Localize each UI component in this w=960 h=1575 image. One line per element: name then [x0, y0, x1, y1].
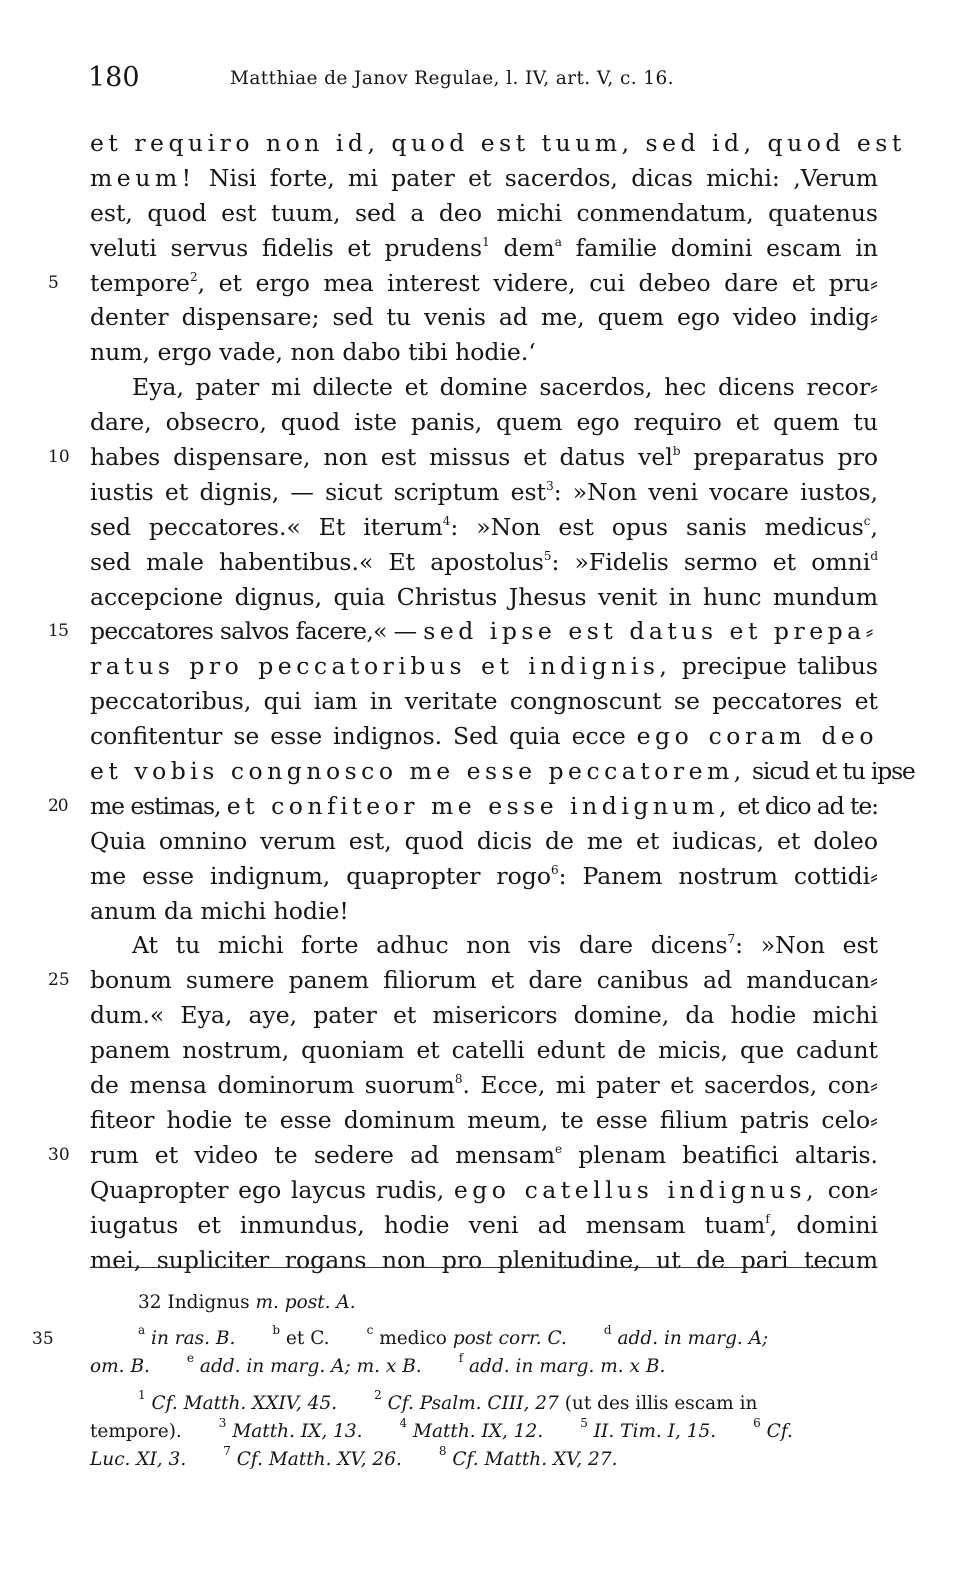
line-text: me estimas,: [90, 791, 227, 820]
footnote-ref: 6: [550, 862, 559, 877]
footnote-ref: 3: [546, 478, 554, 493]
note-text: Matth. IX, 12.: [407, 1421, 544, 1442]
text-line: [90, 510, 878, 545]
line-text: Nisi forte, mi pater et sacerdos, dicas michi: ‚Verum: [195, 163, 878, 192]
text-line: [48, 789, 879, 824]
text-line: [90, 719, 878, 754]
text-line: [90, 370, 878, 405]
line-text: num, ergo vade, non dabo tibi hodie.‘: [90, 338, 536, 367]
line-text: sed peccatores.« Et iterum: [90, 512, 443, 541]
variant-ref: e: [554, 1141, 563, 1156]
line-text: bonum sumere panem filiorum et dare canibus ad manducan⸗: [90, 966, 878, 995]
line-text: accepcione dignus, quia Christus Jhesus venit in hunc mundum: [90, 582, 878, 611]
apparatus-line: [90, 1350, 878, 1381]
text-line: [90, 580, 878, 615]
footnote-ref: 1: [482, 234, 490, 249]
line-text: denter dispensare; sed tu venis ad me, quem ego video indig⸗: [90, 303, 878, 332]
variant-ref: b: [272, 1322, 281, 1337]
spaced-text: et confiteor me esse indignum,: [226, 791, 731, 820]
line-text: sicud et tu ipse: [745, 757, 915, 786]
note-text: add. in marg. A; m. x B.: [194, 1356, 422, 1377]
page-header: [88, 62, 888, 102]
text-line: [90, 161, 878, 196]
text-line: [48, 440, 878, 475]
footnote-ref: 4: [442, 513, 451, 528]
note-text: post corr. C.: [452, 1328, 567, 1349]
footnote-ref: 8: [438, 1443, 447, 1458]
line-text: fiteor hodie te esse dominum meum, te esse filium patris celo⸗: [90, 1105, 878, 1134]
footnote-ref: 6: [753, 1415, 761, 1430]
note-text: Cf. Psalm. CIII, 27: [381, 1393, 559, 1414]
note-text: medico: [373, 1328, 453, 1349]
line-number: 10: [48, 447, 70, 468]
note-text: in ras. B.: [145, 1328, 236, 1349]
footnote-ref: 2: [374, 1387, 382, 1402]
line-text: de mensa dominorum suorum: [90, 1071, 455, 1100]
footnote-ref: 5: [543, 548, 552, 563]
line-number: 20: [48, 795, 68, 816]
line-text: precipue talibus: [671, 652, 878, 681]
variant-ref: e: [186, 1350, 195, 1365]
line-text: habes dispensare, non est missus et datus vel: [90, 443, 673, 472]
note-text: 32 Indignus: [138, 1292, 256, 1313]
line-text: tempore: [90, 268, 190, 297]
spaced-text: ego catellus indignus,: [453, 1175, 819, 1204]
note-text: (ut des illis escam in: [558, 1393, 758, 1414]
variant-ref: f: [458, 1350, 464, 1365]
note-text: Cf.: [760, 1421, 793, 1442]
text-line: [48, 1138, 878, 1173]
apparatus-line: [32, 1322, 878, 1353]
text-line: [90, 824, 878, 859]
line-text: dare, obsecro, quod iste panis, quem ego requiro et quem tu: [90, 408, 878, 437]
line-number: 5: [48, 272, 59, 293]
line-number: 25: [48, 970, 70, 991]
text-line: [90, 649, 878, 684]
line-text: : »Non est: [735, 931, 879, 960]
text-line: [90, 1033, 878, 1068]
note-text: et C.: [280, 1328, 330, 1349]
line-text: dem: [489, 233, 555, 262]
line-text: . Ecce, mi pater et sacerdos, con⸗: [462, 1071, 879, 1100]
variant-ref: d: [870, 548, 879, 563]
text-line: [90, 1208, 878, 1243]
variant-ref: a: [554, 234, 562, 249]
line-text: est, quod est tuum, sed a deo michi conmendatum, quatenus: [90, 198, 878, 227]
line-text: Quia omnino verum est, quod dicis de me et iudicas, et doleo: [90, 826, 878, 855]
note-text: Cf. Matth. XV, 26.: [230, 1449, 402, 1470]
note-text: Cf. Matth. XV, 27.: [446, 1449, 618, 1470]
text-line: [48, 266, 878, 301]
text-line: [90, 1243, 878, 1278]
line-text: confitentur se esse indignos. Sed quia ecce: [90, 722, 637, 751]
line-text: peccatores salvos facere,« —: [90, 617, 424, 646]
text-line: [90, 859, 878, 894]
line-text: Quapropter ego laycus rudis,: [90, 1175, 454, 1204]
text-line: [90, 1103, 878, 1138]
line-text: : »Non est opus sanis medicus: [450, 512, 864, 541]
text-line: [90, 998, 878, 1033]
line-text: , domini: [769, 1210, 878, 1239]
variant-ref: c: [863, 513, 871, 528]
line-text: sed male habentibus.« Et apostolus: [90, 547, 544, 576]
footnote-ref: 4: [399, 1415, 408, 1430]
line-text: , et ergo mea interest videre, cui debeo dare et pru⸗: [197, 268, 878, 297]
footnote-ref: 1: [138, 1387, 146, 1402]
text-line: [90, 300, 878, 335]
note-text: Cf. Matth. XXIV, 45.: [145, 1393, 338, 1414]
line-text: rum et video te sedere ad mensam: [90, 1140, 555, 1169]
line-text: dum.« Eya, aye, pater et misericors domine, da hodie michi: [90, 1001, 878, 1030]
spaced-text: et requiro non id, quod est tuum, sed id, quod est: [90, 129, 906, 157]
line-text: familie domini escam in: [561, 233, 878, 262]
line-number: 35: [32, 1329, 54, 1349]
text-line: [90, 196, 878, 231]
apparatus-line: [90, 1289, 878, 1317]
note-text: Luc. XI, 3.: [90, 1449, 187, 1470]
text-line: [90, 231, 878, 266]
footnote-separator: [90, 1267, 848, 1268]
note-text: add. in marg. m. x B.: [463, 1356, 666, 1377]
note-text: om. B.: [90, 1356, 150, 1377]
line-text: con⸗: [818, 1175, 878, 1204]
text-line: [90, 545, 878, 580]
note-text: add. in marg. A;: [611, 1328, 769, 1349]
note-text: m. post. A.: [255, 1292, 356, 1313]
source-line: [90, 1415, 878, 1446]
variant-ref: c: [366, 1322, 374, 1337]
spaced-text: meum!: [90, 163, 196, 192]
text-line: [90, 335, 878, 370]
line-text: iustis et dignis, — sicut scriptum est: [90, 477, 547, 506]
source-notes: [90, 1387, 878, 1474]
text-line: [90, 1173, 878, 1208]
text-line: [90, 684, 878, 719]
line-text: me esse indignum, quapropter rogo: [90, 861, 551, 890]
line-text: preparatus pro: [680, 443, 878, 472]
source-line: [90, 1443, 878, 1474]
variant-ref: a: [138, 1322, 146, 1337]
line-number: 15: [48, 621, 69, 642]
spaced-text: sed ipse est datus et prepa⸗: [423, 617, 878, 646]
spaced-text: ratus pro peccatoribus et indignis,: [90, 652, 672, 681]
footnote-ref: 8: [454, 1071, 463, 1086]
note-text: tempore).: [90, 1421, 182, 1442]
text-line: [90, 475, 878, 510]
source-line: [90, 1387, 878, 1418]
line-text: anum da michi hodie!: [90, 896, 349, 925]
line-text: plenam beatifici altaris.: [562, 1140, 878, 1169]
note-text: Matth. IX, 13.: [226, 1421, 363, 1442]
line-text: veluti servus fidelis et prudens: [90, 233, 483, 262]
spaced-text: et vobis congnosco me esse peccatorem,: [90, 757, 746, 786]
footnote-ref: 7: [727, 932, 736, 947]
text-line: [48, 963, 878, 998]
text-line: [48, 614, 878, 649]
line-text: et dico ad te:: [730, 791, 879, 820]
note-text: II. Tim. I, 15.: [587, 1421, 717, 1442]
text-line: [90, 126, 906, 161]
line-text: mei, supliciter rogans non pro plenitudine, ut de pari tecum: [90, 1245, 878, 1274]
spaced-text: ego coram deo: [636, 722, 878, 751]
footnote-ref: 5: [580, 1415, 588, 1430]
line-text: : »Fidelis sermo et omni: [551, 547, 871, 576]
variant-ref: d: [603, 1322, 612, 1337]
line-text: At tu michi forte adhuc non vis dare dicens: [132, 931, 728, 960]
variant-ref: f: [765, 1211, 770, 1226]
line-text: : Panem nostrum cottidi⸗: [558, 861, 878, 890]
line-text: ,: [870, 512, 878, 541]
line-text: iugatus et inmundus, hodie veni ad mensam tuam: [90, 1210, 766, 1239]
footnote-ref: 2: [189, 269, 198, 284]
line-text: panem nostrum, quoniam et catelli edunt de micis, que cadunt: [90, 1036, 878, 1065]
line-text: peccatoribus, qui iam in veritate congnoscunt se peccatores et: [90, 687, 878, 716]
line-text: : »Non veni vocare iustos,: [553, 477, 878, 506]
running-head: Matthiae de Janov Regulae, l. IV, art. V, c. 16.: [230, 68, 674, 89]
line-number: 30: [48, 1144, 70, 1165]
text-line: [90, 894, 878, 929]
text-line: [90, 1068, 878, 1103]
variant-ref: b: [672, 443, 681, 458]
footnote-ref: 3: [218, 1415, 227, 1430]
text-line: [90, 405, 878, 440]
main-text: [48, 126, 915, 1277]
critical-apparatus: [32, 1289, 878, 1381]
page-number: 180: [88, 62, 140, 93]
text-line: [90, 928, 878, 963]
line-text: Eya, pater mi dilecte et domine sacerdos, hec dicens recor⸗: [132, 373, 878, 402]
footnote-ref: 7: [223, 1443, 231, 1458]
text-line: [90, 754, 915, 789]
